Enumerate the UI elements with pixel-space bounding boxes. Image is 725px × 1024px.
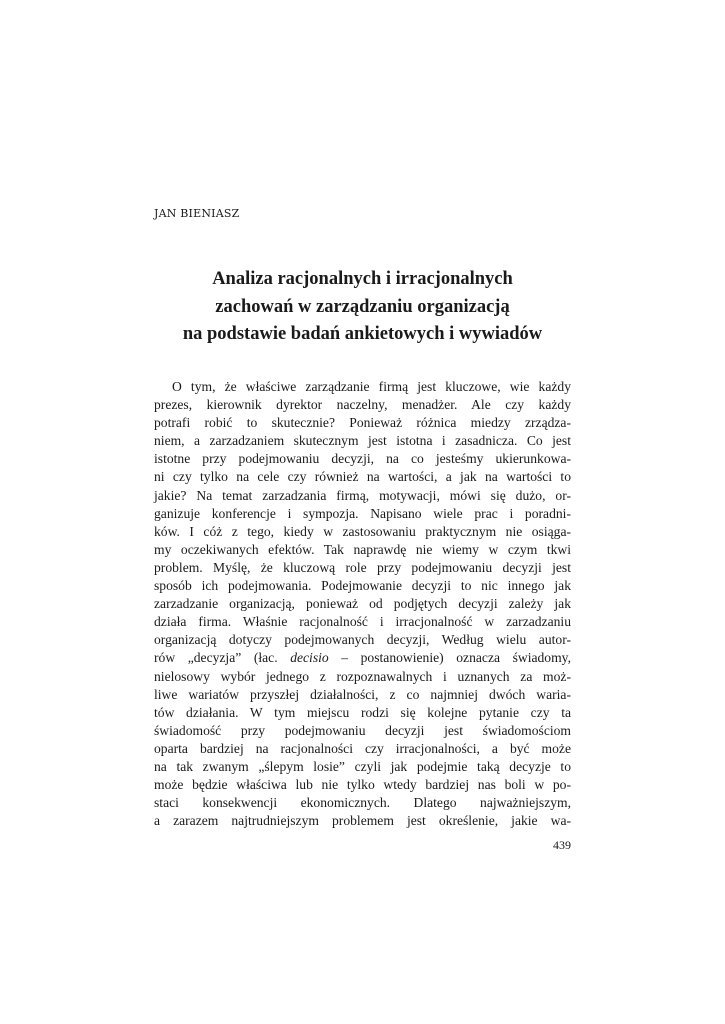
text-line: świadomość przy podejmowaniu decyzji jest świadomościom <box>154 722 571 738</box>
article-title <box>140 266 585 349</box>
italic-term: decisio <box>290 650 329 666</box>
text-line: problem. Myślę, że kluczową role przy podejmowaniu decyzji jest <box>154 559 571 575</box>
text-line: prezes, kierownik dyrektor naczelny, menadżer. Ale czy każdy <box>154 397 571 413</box>
text-line: staci konsekwencji ekonomicznych. Dlatego najważniejszym, <box>154 795 571 811</box>
text-line: a zarazem najtrudniejszym problemem jest określenie, jakie wa- <box>154 813 571 829</box>
text-line: niem, a zarzadzaniem skutecznym jest istotna i zasadnicza. Co jest <box>154 433 571 449</box>
text-line: istotne przy podejmowaniu decyzji, na co jesteśmy ukierunkowa- <box>154 451 571 467</box>
title-line: Analiza racjonalnych i irracjonalnych <box>212 269 513 289</box>
text-line: oparta bardziej na racjonalności czy irracjonalności, a być może <box>154 740 571 756</box>
text-segment: rów „decyzja” (łac. <box>154 650 291 666</box>
text-line: ganizuje konferencje i sympozja. Napisano wiele prac i poradni- <box>154 505 571 521</box>
text-line-with-italic <box>154 649 571 667</box>
text-line: na tak zwanym „ślepym losie” czyli jak podejmie taką decyzje to <box>154 758 571 774</box>
text-line: ni czy tylko na cele czy również na wartości, a jak na wartości to <box>154 469 571 485</box>
title-line: zachowań w zarządzaniu organizacją <box>215 296 510 317</box>
text-line: ków. I cóż z tego, kiedy w zastosowaniu praktycznym nie osiąga- <box>154 523 571 539</box>
running-header-author: JAN BIENIASZ <box>154 207 240 220</box>
text-line: nielosowy wybór jednego z rozpoznawalnych i uznanych za moż- <box>154 668 571 684</box>
text-line: my oczekiwanych efektów. Tak naprawdę nie wiemy w czym tkwi <box>154 541 571 557</box>
text-line: potrafi robić to skutecznie? Ponieważ różnica miedzy zrządza- <box>154 415 571 431</box>
text-line: działa firma. Właśnie racjonalność i irracjonalność w zarzadzaniu <box>154 614 571 630</box>
body-paragraph <box>154 378 571 830</box>
text-line: organizacją dotyczy podejmowanych decyzji, Według wielu autor- <box>154 632 571 648</box>
title-line: na podstawie badań ankietowych i wywiadów <box>182 324 543 344</box>
text-line: tów działania. W tym miejscu rodzi się kolejne pytanie czy ta <box>154 704 571 720</box>
text-line: sposób ich podejmowania. Podejmowanie decyzji to nic innego jak <box>154 578 571 594</box>
text-segment: – postanowienie) oznacza świadomy, <box>328 650 571 666</box>
text-line: zarzadzanie organizacją, ponieważ od podjętych decyzji zależy jak <box>154 596 571 612</box>
text-line: liwe wariatów przyszłej działalności, z co najmniej dwóch waria- <box>154 686 571 702</box>
text-line: jakie? Na temat zarzadzania firmą, motywacji, mówi się dużo, or- <box>154 487 571 503</box>
page-number: 439 <box>553 838 571 852</box>
text-line: może będzie właściwa lub nie tylko wtedy bardziej nas boli w po- <box>154 777 571 793</box>
text-line: O tym, że właściwe zarządzanie firmą jest kluczowe, wie każdy <box>172 379 571 394</box>
